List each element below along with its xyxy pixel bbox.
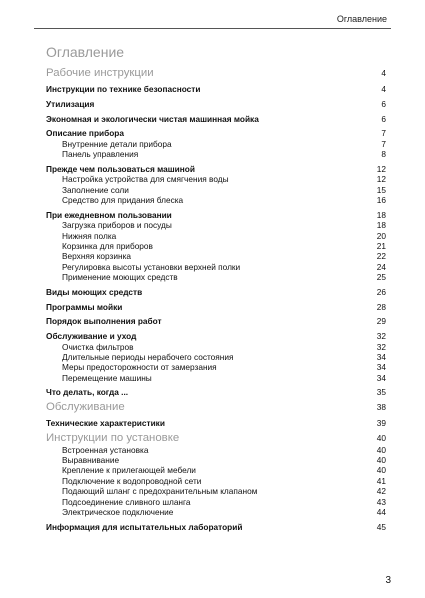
toc-entry-page: 44 <box>376 506 386 517</box>
toc-entry-page: 34 <box>376 372 386 383</box>
toc-entry-page: 25 <box>376 272 386 283</box>
toc-entry-sub <box>46 251 386 261</box>
table-of-contents <box>46 64 386 532</box>
toc-entry-title: Встроенная установка <box>62 444 149 455</box>
toc-entry-main <box>46 418 386 428</box>
toc-entry-sub <box>46 195 386 205</box>
toc-entry-title: Описание прибора <box>46 128 124 139</box>
toc-entry-page: 24 <box>376 261 386 272</box>
toc-entry-sub <box>46 465 386 475</box>
toc-entry-title: Подающий шланг с предохранительным клапаном <box>62 486 258 497</box>
toc-entry-main <box>46 331 386 341</box>
toc-entry-page: 15 <box>376 184 386 195</box>
toc-entry-sub <box>46 342 386 352</box>
toc-entry-title: При ежедневном пользовании <box>46 209 172 220</box>
toc-entry-page: 20 <box>376 230 386 241</box>
toc-entry-page: 18 <box>376 220 386 231</box>
toc-entry-main <box>46 128 386 138</box>
toc-entry-sub <box>46 174 386 184</box>
toc-entry-page: 41 <box>376 475 386 486</box>
toc-entry-title: Применение моющих средств <box>62 272 178 283</box>
toc-entry-title: Панель управления <box>62 149 139 160</box>
toc-entry-title: Электрическое подключение <box>62 506 174 517</box>
toc-entry-section <box>46 401 386 414</box>
toc-entry-page: 8 <box>381 149 386 160</box>
toc-entry-page: 42 <box>376 486 386 497</box>
toc-entry-title: Обслуживание и уход <box>46 331 137 342</box>
toc-entry-page: 16 <box>376 195 386 206</box>
toc-entry-sub <box>46 476 386 486</box>
toc-entry-title: Что делать, когда ... <box>46 387 129 398</box>
toc-entry-sub <box>46 231 386 241</box>
toc-entry-title: Программы мойки <box>46 301 123 312</box>
toc-entry-title: Перемещение машины <box>62 372 152 383</box>
toc-entry-page: 34 <box>376 351 386 362</box>
toc-entry-page: 40 <box>376 465 386 476</box>
toc-entry-page: 45 <box>376 521 386 532</box>
toc-entry-title: Экономная и экологически чистая машинная мойка <box>46 113 259 124</box>
toc-entry-title: Подсоединение сливного шланга <box>62 496 191 507</box>
toc-entry-title: Внутренние детали прибора <box>62 138 172 149</box>
toc-entry-title: Рабочие инструкции <box>46 67 154 79</box>
toc-entry-sub <box>46 497 386 507</box>
toc-entry-title: Инструкции по технике безопасности <box>46 84 201 95</box>
toc-entry-main <box>46 114 386 124</box>
header-divider <box>34 28 391 29</box>
toc-entry-main <box>46 210 386 220</box>
toc-entry-page: 39 <box>376 418 386 429</box>
toc-entry-title: Прежде чем пользоваться машиной <box>46 163 195 174</box>
toc-entry-sub <box>46 262 386 272</box>
toc-entry-sub <box>46 272 386 282</box>
toc-entry-title: Обслуживание <box>46 400 125 413</box>
toc-entry-title: Заполнение соли <box>62 184 129 195</box>
toc-entry-sub <box>46 445 386 455</box>
toc-entry-page: 7 <box>381 128 386 139</box>
toc-entry-title: Порядок выполнения работ <box>46 316 162 327</box>
toc-entry-page: 6 <box>381 113 386 124</box>
toc-entry-page: 40 <box>376 454 386 465</box>
toc-entry-title: Регулировка высоты установки верхней полки <box>62 261 241 272</box>
toc-entry-page: 6 <box>381 99 386 109</box>
toc-entry-page: 40 <box>376 432 386 443</box>
toc-entry-section <box>46 432 386 445</box>
toc-entry-page: 7 <box>381 138 386 149</box>
toc-entry-page: 32 <box>376 331 386 342</box>
page-title: Оглавление <box>46 44 125 60</box>
toc-entry-title: Подключение к водопроводной сети <box>62 475 202 486</box>
toc-entry-page: 21 <box>376 241 386 252</box>
toc-entry-page: 18 <box>376 209 386 220</box>
page-number: 3 <box>385 575 391 586</box>
toc-entry-sub <box>46 185 386 195</box>
toc-entry-main <box>46 164 386 174</box>
toc-entry-title: Утилизация <box>46 99 95 109</box>
toc-entry-page: 12 <box>376 163 386 174</box>
toc-entry-sub <box>46 486 386 496</box>
toc-entry-sub <box>46 241 386 251</box>
toc-entry-title: Выравнивание <box>62 454 120 465</box>
toc-entry-main <box>46 84 386 94</box>
toc-entry-main <box>46 522 386 532</box>
toc-entry-title: Крепление к прилегающей мебели <box>62 465 196 476</box>
toc-entry-page: 35 <box>376 387 386 398</box>
toc-entry-title: Виды моющих средств <box>46 286 143 297</box>
toc-entry-sub <box>46 220 386 230</box>
toc-entry-page: 32 <box>376 341 386 352</box>
toc-entry-title: Верхняя корзинка <box>62 251 131 262</box>
toc-entry-sub <box>46 373 386 383</box>
toc-entry-page: 26 <box>376 286 386 297</box>
toc-entry-sub <box>46 149 386 159</box>
toc-entry-main <box>46 316 386 326</box>
toc-entry-title: Загрузка приборов и посуды <box>62 220 172 231</box>
toc-entry-page: 28 <box>376 301 386 312</box>
toc-entry-title: Информация для испытательных лабораторий <box>46 521 243 532</box>
toc-entry-sub <box>46 455 386 465</box>
toc-entry-title: Технические характеристики <box>46 418 165 429</box>
toc-entry-title: Очистка фильтров <box>62 341 134 352</box>
toc-entry-page: 38 <box>376 401 386 412</box>
toc-entry-title: Длительные периоды нерабочего состояния <box>62 351 234 362</box>
toc-entry-sub <box>46 507 386 517</box>
toc-entry-page: 22 <box>376 251 386 262</box>
toc-entry-main <box>46 302 386 312</box>
running-header: Оглавление <box>336 14 387 24</box>
toc-entry-page: 29 <box>376 316 386 327</box>
toc-entry-page: 12 <box>376 174 386 185</box>
toc-entry-main <box>46 287 386 297</box>
toc-entry-sub <box>46 362 386 372</box>
toc-entry-title: Инструкции по установке <box>46 431 180 444</box>
toc-entry-title: Меры предосторожности от замерзания <box>62 362 217 373</box>
toc-entry-title: Средство для придания блеска <box>62 195 184 206</box>
toc-entry-sub <box>46 352 386 362</box>
toc-entry-title: Корзинка для приборов <box>62 241 153 252</box>
toc-entry-title: Настройка устройства для смягчения воды <box>62 174 229 185</box>
toc-entry-sub <box>46 139 386 149</box>
toc-entry-main <box>46 387 386 397</box>
toc-entry-page: 43 <box>376 496 386 507</box>
toc-entry-title: Нижняя полка <box>62 230 117 241</box>
toc-entry-main <box>46 99 386 109</box>
toc-entry-section <box>46 67 386 80</box>
toc-entry-page: 4 <box>381 84 386 95</box>
toc-entry-page: 40 <box>376 444 386 455</box>
toc-entry-page: 4 <box>381 68 386 78</box>
toc-entry-page: 34 <box>376 362 386 373</box>
